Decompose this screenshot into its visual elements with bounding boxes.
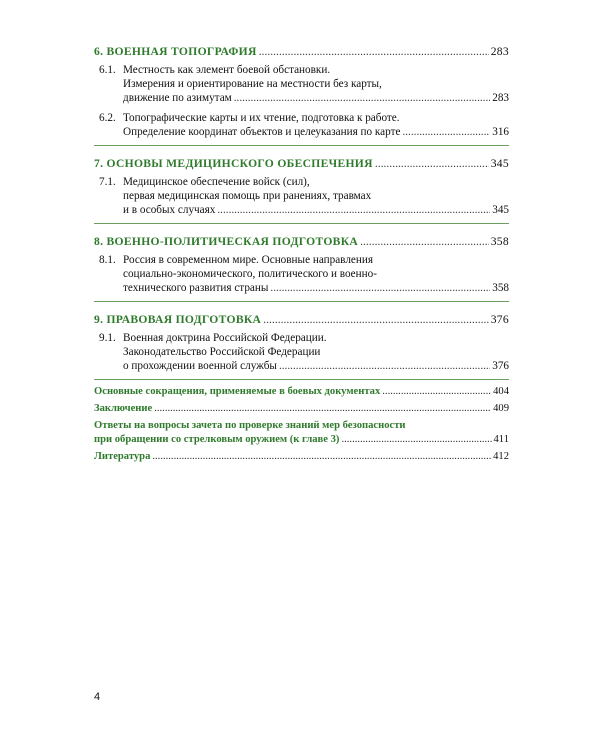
toc-subsection[interactable] <box>94 253 509 295</box>
chapter-page: 345 <box>490 157 509 170</box>
section-divider <box>94 223 509 224</box>
chapter-page: 376 <box>490 313 509 326</box>
back-matter-line: Ответы на вопросы зачета по проверке знаний мер безопасности <box>94 420 406 431</box>
subsection-text <box>123 175 509 217</box>
back-matter-page: 411 <box>493 434 509 445</box>
subsection-line: о прохождении военной службы <box>123 360 277 372</box>
dot-leader <box>234 91 490 105</box>
chapter-title: 8. ВОЕННО-ПОЛИТИЧЕСКАЯ ПОДГОТОВКА <box>94 235 359 248</box>
subsection-line: Законодательство Российской Федерации <box>123 346 321 358</box>
toc-chapter <box>94 312 509 380</box>
subsection-line: Россия в современном мире. Основные направления <box>123 254 373 266</box>
back-matter-line: Литература <box>94 451 151 462</box>
back-matter-last-line <box>94 433 509 447</box>
toc-chapter <box>94 234 509 302</box>
subsection-text <box>123 253 509 295</box>
chapter-heading[interactable] <box>94 234 509 249</box>
subsection-page: 316 <box>492 126 509 138</box>
subsection-list <box>94 63 509 139</box>
dot-leader <box>341 433 491 447</box>
table-of-contents <box>94 44 509 464</box>
back-matter-page: 412 <box>493 451 509 462</box>
back-matter-line: Заключение <box>94 403 153 414</box>
dot-leader <box>360 234 489 249</box>
chapter-page: 283 <box>490 45 509 58</box>
dot-leader <box>279 359 490 373</box>
dot-leader <box>217 203 490 217</box>
subsection-line: и в особых случаях <box>123 204 216 216</box>
chapter-title: 9. ПРАВОВАЯ ПОДГОТОВКА <box>94 313 262 326</box>
back-matter-last-line <box>94 385 509 399</box>
subsection-page: 345 <box>492 204 509 216</box>
subsection-line: Медицинское обеспечение войск (сил), <box>123 176 310 188</box>
subsection-last-line <box>123 203 509 217</box>
dot-leader <box>263 312 488 327</box>
subsection-line: первая медицинская помощь при ранениях, травмах <box>123 190 372 202</box>
back-matter-list <box>94 385 509 464</box>
chapter-title: 6. ВОЕННАЯ ТОПОГРАФИЯ <box>94 45 257 58</box>
subsection-last-line <box>123 91 509 105</box>
back-matter-line: Основные сокращения, применяемые в боевых документах <box>94 386 381 397</box>
subsection-line: Местность как элемент боевой обстановки. <box>123 64 331 76</box>
chapter-page: 358 <box>490 235 509 248</box>
subsection-line: Измерения и ориентирование на местности без карты, <box>123 78 382 90</box>
dot-leader <box>375 156 489 171</box>
subsection-number: 8.1. <box>99 254 116 266</box>
subsection-line: Топографические карты и их чтение, подготовка к работе. <box>123 112 400 124</box>
dot-leader <box>382 385 491 399</box>
dot-leader <box>152 450 491 464</box>
subsection-number: 9.1. <box>99 332 116 344</box>
subsection-list <box>94 175 509 217</box>
chapter-heading[interactable] <box>94 44 509 59</box>
subsection-last-line <box>123 359 509 373</box>
dot-leader <box>259 44 489 59</box>
back-matter-page: 409 <box>493 403 509 414</box>
dot-leader <box>154 402 491 416</box>
toc-subsection[interactable] <box>94 63 509 105</box>
chapter-title: 7. ОСНОВЫ МЕДИЦИНСКОГО ОБЕСПЕЧЕНИЯ <box>94 157 373 170</box>
section-divider <box>94 301 509 302</box>
back-matter-item[interactable] <box>94 419 509 447</box>
subsection-number: 6.2. <box>99 112 116 124</box>
back-matter-page: 404 <box>493 386 509 397</box>
chapter-heading[interactable] <box>94 156 509 171</box>
subsection-number: 7.1. <box>99 176 116 188</box>
back-matter-last-line <box>94 450 509 464</box>
back-matter-line: при обращении со стрелковым оружием (к главе 3) <box>94 434 340 445</box>
toc-subsection[interactable] <box>94 331 509 373</box>
toc-subsection[interactable] <box>94 175 509 217</box>
subsection-page: 358 <box>492 282 509 294</box>
subsection-line: технического развития страны <box>123 282 269 294</box>
subsection-line: социально-экономического, политического и военно- <box>123 268 377 280</box>
subsection-last-line <box>123 281 509 295</box>
subsection-last-line <box>123 125 509 139</box>
subsection-page: 283 <box>492 92 509 104</box>
subsection-list <box>94 331 509 373</box>
subsection-page: 376 <box>492 360 509 372</box>
subsection-text <box>123 331 509 373</box>
subsection-line: движение по азимутам <box>123 92 232 104</box>
chapter-heading[interactable] <box>94 312 509 327</box>
toc-subsection[interactable] <box>94 111 509 139</box>
subsection-text <box>123 111 509 139</box>
back-matter-item[interactable] <box>94 402 509 416</box>
subsection-line: Военная доктрина Российской Федерации. <box>123 332 327 344</box>
page-number: 4 <box>94 691 101 703</box>
dot-leader <box>402 125 490 139</box>
back-matter-item[interactable] <box>94 385 509 399</box>
dot-leader <box>270 281 490 295</box>
subsection-list <box>94 253 509 295</box>
subsection-text <box>123 63 509 105</box>
subsection-line: Определение координат объектов и целеуказания по карте <box>123 126 401 138</box>
toc-chapter <box>94 156 509 224</box>
back-matter-last-line <box>94 402 509 416</box>
toc-chapter <box>94 44 509 146</box>
subsection-number: 6.1. <box>99 64 116 76</box>
section-divider <box>94 379 509 380</box>
back-matter-item[interactable] <box>94 450 509 464</box>
section-divider <box>94 145 509 146</box>
